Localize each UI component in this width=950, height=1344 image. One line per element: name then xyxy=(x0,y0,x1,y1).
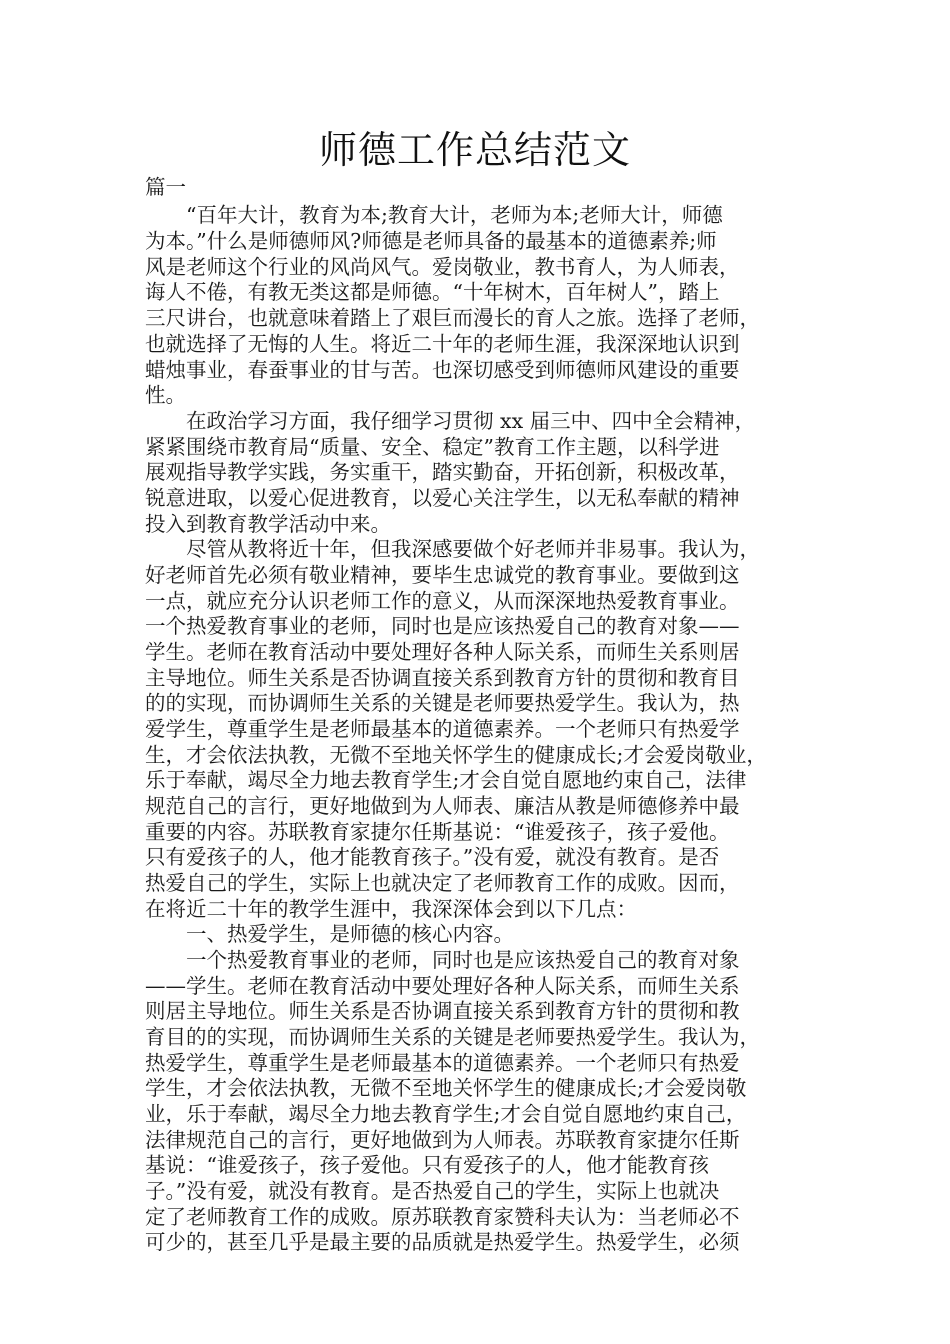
document-title: 师德工作总结范文 xyxy=(318,128,631,172)
text-line: 锐意进取，以爱心促进教育，以爱心关注学生，以无私奉献的精神 xyxy=(145,486,740,510)
text-line: 风是老师这个行业的风尚风气。爱岗敬业，教书育人，为人师表， xyxy=(145,255,740,279)
text-line: 在政治学习方面，我仔细学习贯彻 xx 届三中、四中全会精神， xyxy=(186,409,756,433)
text-line: 子。”没有爱，就没有教育。是否热爱自己的学生，实际上也就决 xyxy=(145,1179,720,1203)
text-line: 展观指导教学实践，务实重干，踏实勤奋，开拓创新，积极改革， xyxy=(145,460,740,484)
text-line: 生，才会依法执教，无微不至地关怀学生的健康成长;才会爱岗敬业， xyxy=(145,743,767,767)
text-line: 学生，才会依法执教，无微不至地关怀学生的健康成长;才会爱岗敬 xyxy=(145,1076,747,1100)
section-label: 篇一 xyxy=(145,175,186,199)
text-line: 业，乐于奉献，竭尽全力地去教育学生;才会自觉自愿地约束自己， xyxy=(145,1102,747,1126)
text-line: 一点，就应充分认识老师工作的意义，从而深深地热爱教育事业。 xyxy=(145,589,740,613)
text-line: 的的实现，而协调师生关系的关键是老师要热爱学生。我认为，热 xyxy=(145,691,740,715)
text-line: 一个热爱教育事业的老师，同时也是应该热爱自己的教育对象 xyxy=(186,948,740,972)
text-line: 热爱学生，尊重学生是老师最基本的道德素养。一个老师只有热爱 xyxy=(145,1051,740,1075)
text-line: 定了老师教育工作的成败。原苏联教育家赞科夫认为：当老师必不 xyxy=(145,1205,740,1229)
text-line: 可少的，甚至几乎是最主要的品质就是热爱学生。热爱学生，必须 xyxy=(145,1230,740,1254)
text-line: 在将近二十年的教学生涯中，我深深体会到以下几点： xyxy=(145,897,637,921)
text-line: “百年大计，教育为本;教育大计，老师为本;老师大计，师德 xyxy=(186,203,723,227)
text-line: 只有爱孩子的人，他才能教育孩子。”没有爱，就没有教育。是否 xyxy=(145,845,720,869)
text-line: 热爱自己的学生，实际上也就决定了老师教育工作的成败。因而， xyxy=(145,871,740,895)
text-line: 一个热爱教育事业的老师，同时也是应该热爱自己的教育对象—— xyxy=(145,614,740,638)
text-line: 爱学生，尊重学生是老师最基本的道德素养。一个老师只有热爱学 xyxy=(145,717,740,741)
text-line: 好老师首先必须有敬业精神，要毕生忠诚党的教育事业。要做到这 xyxy=(145,563,740,587)
text-line: 诲人不倦，有教无类这都是师德。“十年树木，百年树人”，踏上 xyxy=(145,280,720,304)
text-line: 法律规范自己的言行，更好地做到为人师表。苏联教育家捷尔任斯 xyxy=(145,1128,740,1152)
text-line: 蜡烛事业，春蚕事业的甘与苦。也深切感受到师德师风建设的重要 xyxy=(145,358,740,382)
text-line: 投入到教育教学活动中来。 xyxy=(145,512,391,536)
text-line: 尽管从教将近十年，但我深感要做个好老师并非易事。我认为， xyxy=(186,537,760,561)
text-line: 紧紧围绕市教育局“质量、安全、稳定”教育工作主题，以科学进 xyxy=(145,435,720,459)
text-line: 三尺讲台，也就意味着踏上了艰巨而漫长的育人之旅。选择了老师， xyxy=(145,306,760,330)
text-line: 乐于奉献，竭尽全力地去教育学生;才会自觉自愿地约束自己，法律 xyxy=(145,768,747,792)
text-line: 则居主导地位。师生关系是否协调直接关系到教育方针的贯彻和教 xyxy=(145,999,740,1023)
text-line: 重要的内容。苏联教育家捷尔任斯基说：“谁爱孩子，孩子爱他。 xyxy=(145,820,730,844)
text-line: 主导地位。师生关系是否协调直接关系到教育方针的贯彻和教育目 xyxy=(145,666,740,690)
text-line: 为本。”什么是师德师风?师德是老师具备的最基本的道德素养;师 xyxy=(145,229,717,253)
subheading-line: 一、热爱学生，是师德的核心内容。 xyxy=(186,922,514,946)
text-line: ——学生。老师在教育活动中要处理好各种人际关系，而师生关系 xyxy=(145,974,740,998)
text-line: 学生。老师在教育活动中要处理好各种人际关系，而师生关系则居 xyxy=(145,640,740,664)
text-line: 育目的的实现，而协调师生关系的关键是老师要热爱学生。我认为， xyxy=(145,1025,760,1049)
text-line: 基说：“谁爱孩子，孩子爱他。只有爱孩子的人，他才能教育孩 xyxy=(145,1153,709,1177)
text-line: 也就选择了无悔的人生。将近二十年的老师生涯，我深深地认识到 xyxy=(145,332,740,356)
text-line: 规范自己的言行，更好地做到为人师表、廉洁从教是师德修养中最 xyxy=(145,794,740,818)
text-line: 性。 xyxy=(145,383,186,407)
